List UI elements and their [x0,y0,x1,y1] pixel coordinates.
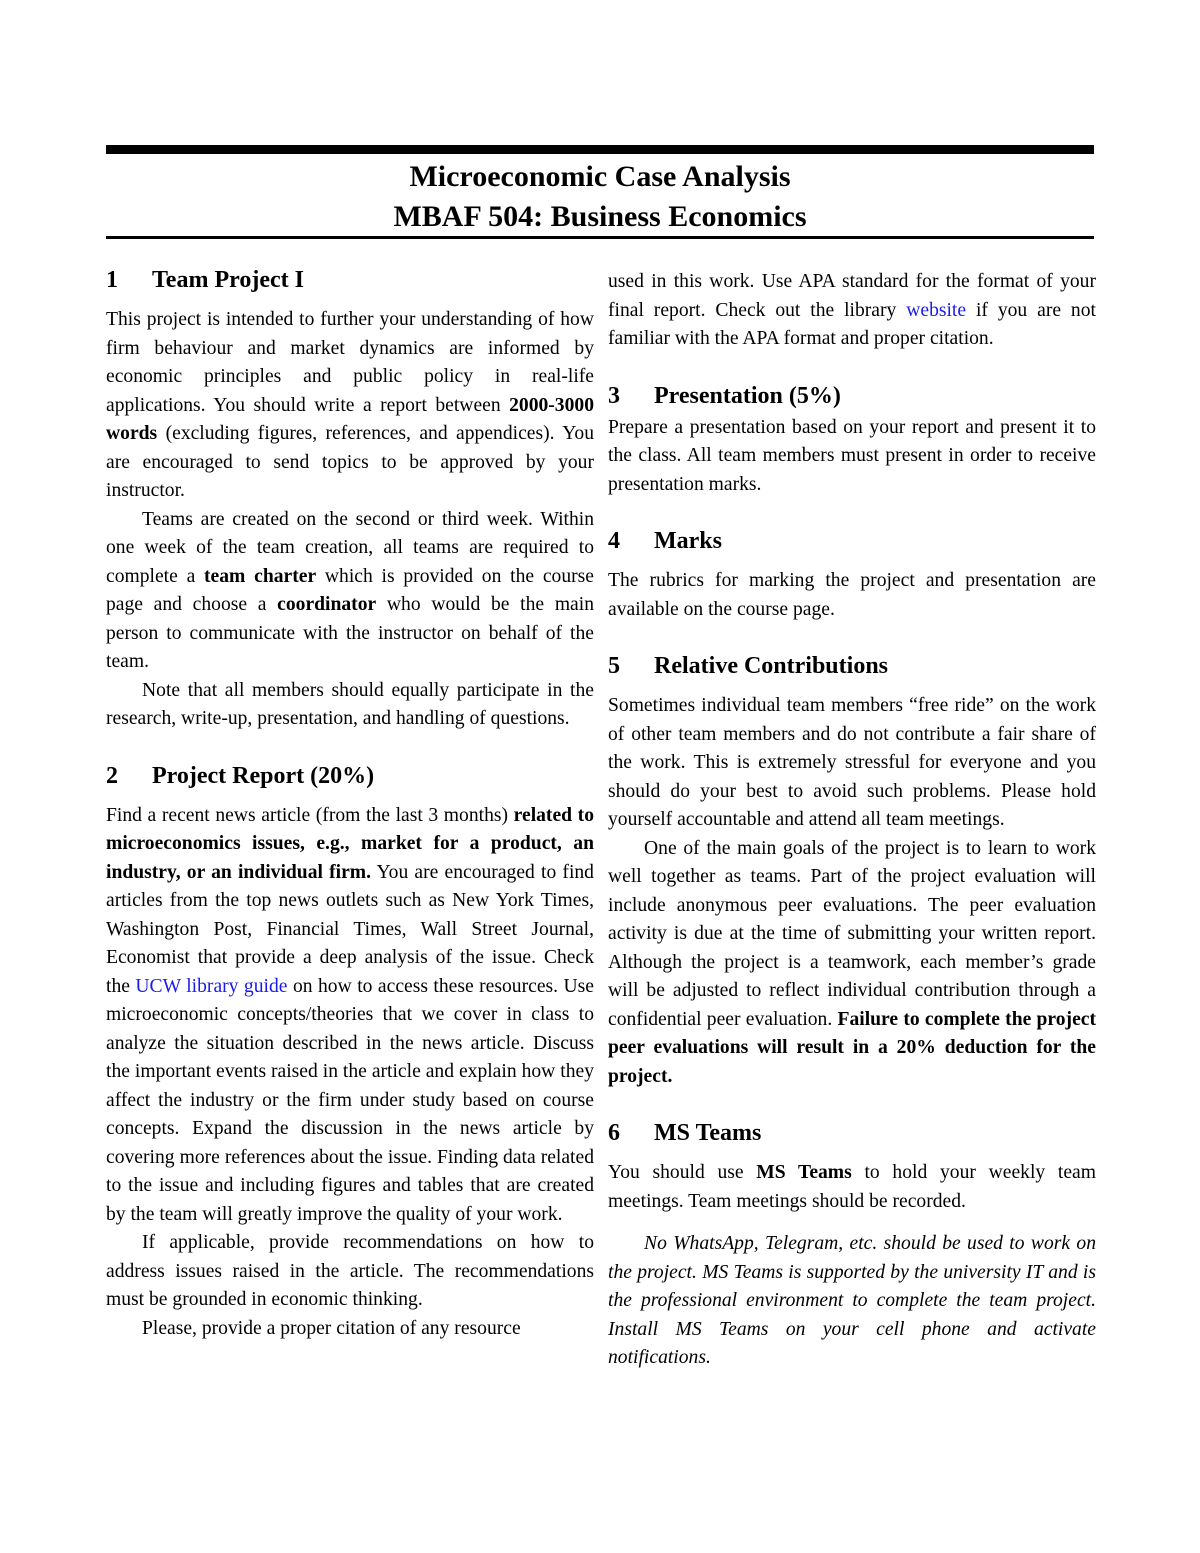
right-column [608,268,1096,1373]
section-heading-5: 5 Relative Contributions [608,653,888,679]
ucw-library-guide-link[interactable]: UCW library guide [135,975,288,997]
title-line-2: MBAF 504: Business Economics [393,200,807,233]
library-website-link[interactable]: website [906,299,967,321]
paragraph: Please, provide a proper citation of any resource [142,1317,521,1339]
paragraph: Teams are created on the second or third week. Within one week of the team creation, all teams are required to complete a team charter which is provided on the course page and choose a coordinator who would be the main person to communicate with the instructor on behalf of the team. [106,508,594,672]
paragraph: This project is intended to further your understanding of how firm behaviour and market dynamics are informed by economic principles and public policy in real-life applications. You should write a report between 2000-3000 words (excluding figures, references, and appendices). You are encouraged to send topics to be approved by your instructor. [106,309,594,501]
paragraph: Prepare a presentation based on your report and present it to the class. All team members must present in order to receive presentation marks. [608,416,1096,495]
left-column [106,262,594,1343]
paragraph: One of the main goals of the project is to learn to work well together as teams. Part of the project evaluation will include anonymous peer evaluations. The peer evaluation activity is due at the time of submitting your written report. Although the project is a teamwork, each member’s grade will be adjusted to reflect individual contribution through a confidential peer evaluation. Failure to complete the project peer evaluations will result in a 20% deduction for the project. [608,837,1096,1087]
section-heading-1: 1 Team Project I [106,267,304,293]
title-rule [106,236,1094,239]
title-line-1: Microeconomic Case Analysis [409,160,791,193]
document-title [106,157,1094,237]
paragraph: You should use MS Teams to hold your weekly team meetings. Team meetings should be recorded. [608,1162,1096,1212]
paragraph: The rubrics for marking the project and presentation are available on the course page. [608,570,1096,620]
section-heading-2: 2 Project Report (20%) [106,762,375,789]
section-heading-4: 4 Marks [608,528,722,554]
top-rule [106,145,1094,154]
paragraph: used in this work. Use APA standard for the format of your final report. Check out the library website if you are not familiar with the APA format and proper citation. [608,271,1096,349]
section-heading-3: 3 Presentation (5%) [608,382,841,409]
paragraph: If applicable, provide recommendations on how to address issues raised in the article. The recommendations must be grounded in economic thinking. [106,1232,594,1310]
paragraph: Sometimes individual team members “free ride” on the work of other team members and do not contribute a fair share of the work. This is extremely stressful for everyone and you should do your best to avoid such problems. Please hold yourself accountable and attend all team meetings. [608,695,1096,830]
paragraph: Note that all members should equally participate in the research, write-up, presentation, and handling of questions. [106,679,594,729]
section-heading-6: 6 MS Teams [608,1120,762,1146]
paragraph: No WhatsApp, Telegram, etc. should be used to work on the project. MS Teams is supported by the university IT and is the professional environment to complete the team project. Install MS Teams on your cell phone and activate notifications. [608,1233,1096,1368]
paragraph: Find a recent news article (from the last 3 months) related to microeconomics issues, e.g., market for a product, an industry, or an individual firm. You are encouraged to find articles from the top news outlets such as New York Times, Washington Post, Financial Times, Wall Street Journal, Economist that provide a deep analysis of the issue. Check the UCW library guide on how to access these resources. Use microeconomic concepts/theories that we cover in class to analyze the situation described in the news article. Discuss the important events raised in the article and explain how they affect the industry or the firm under study based on course concepts. Expand the discussion in the news article by covering more references about the issue. Finding data related to the issue and including figures and tables that are created by the team will greatly improve the quality of your work. [106,804,594,1225]
